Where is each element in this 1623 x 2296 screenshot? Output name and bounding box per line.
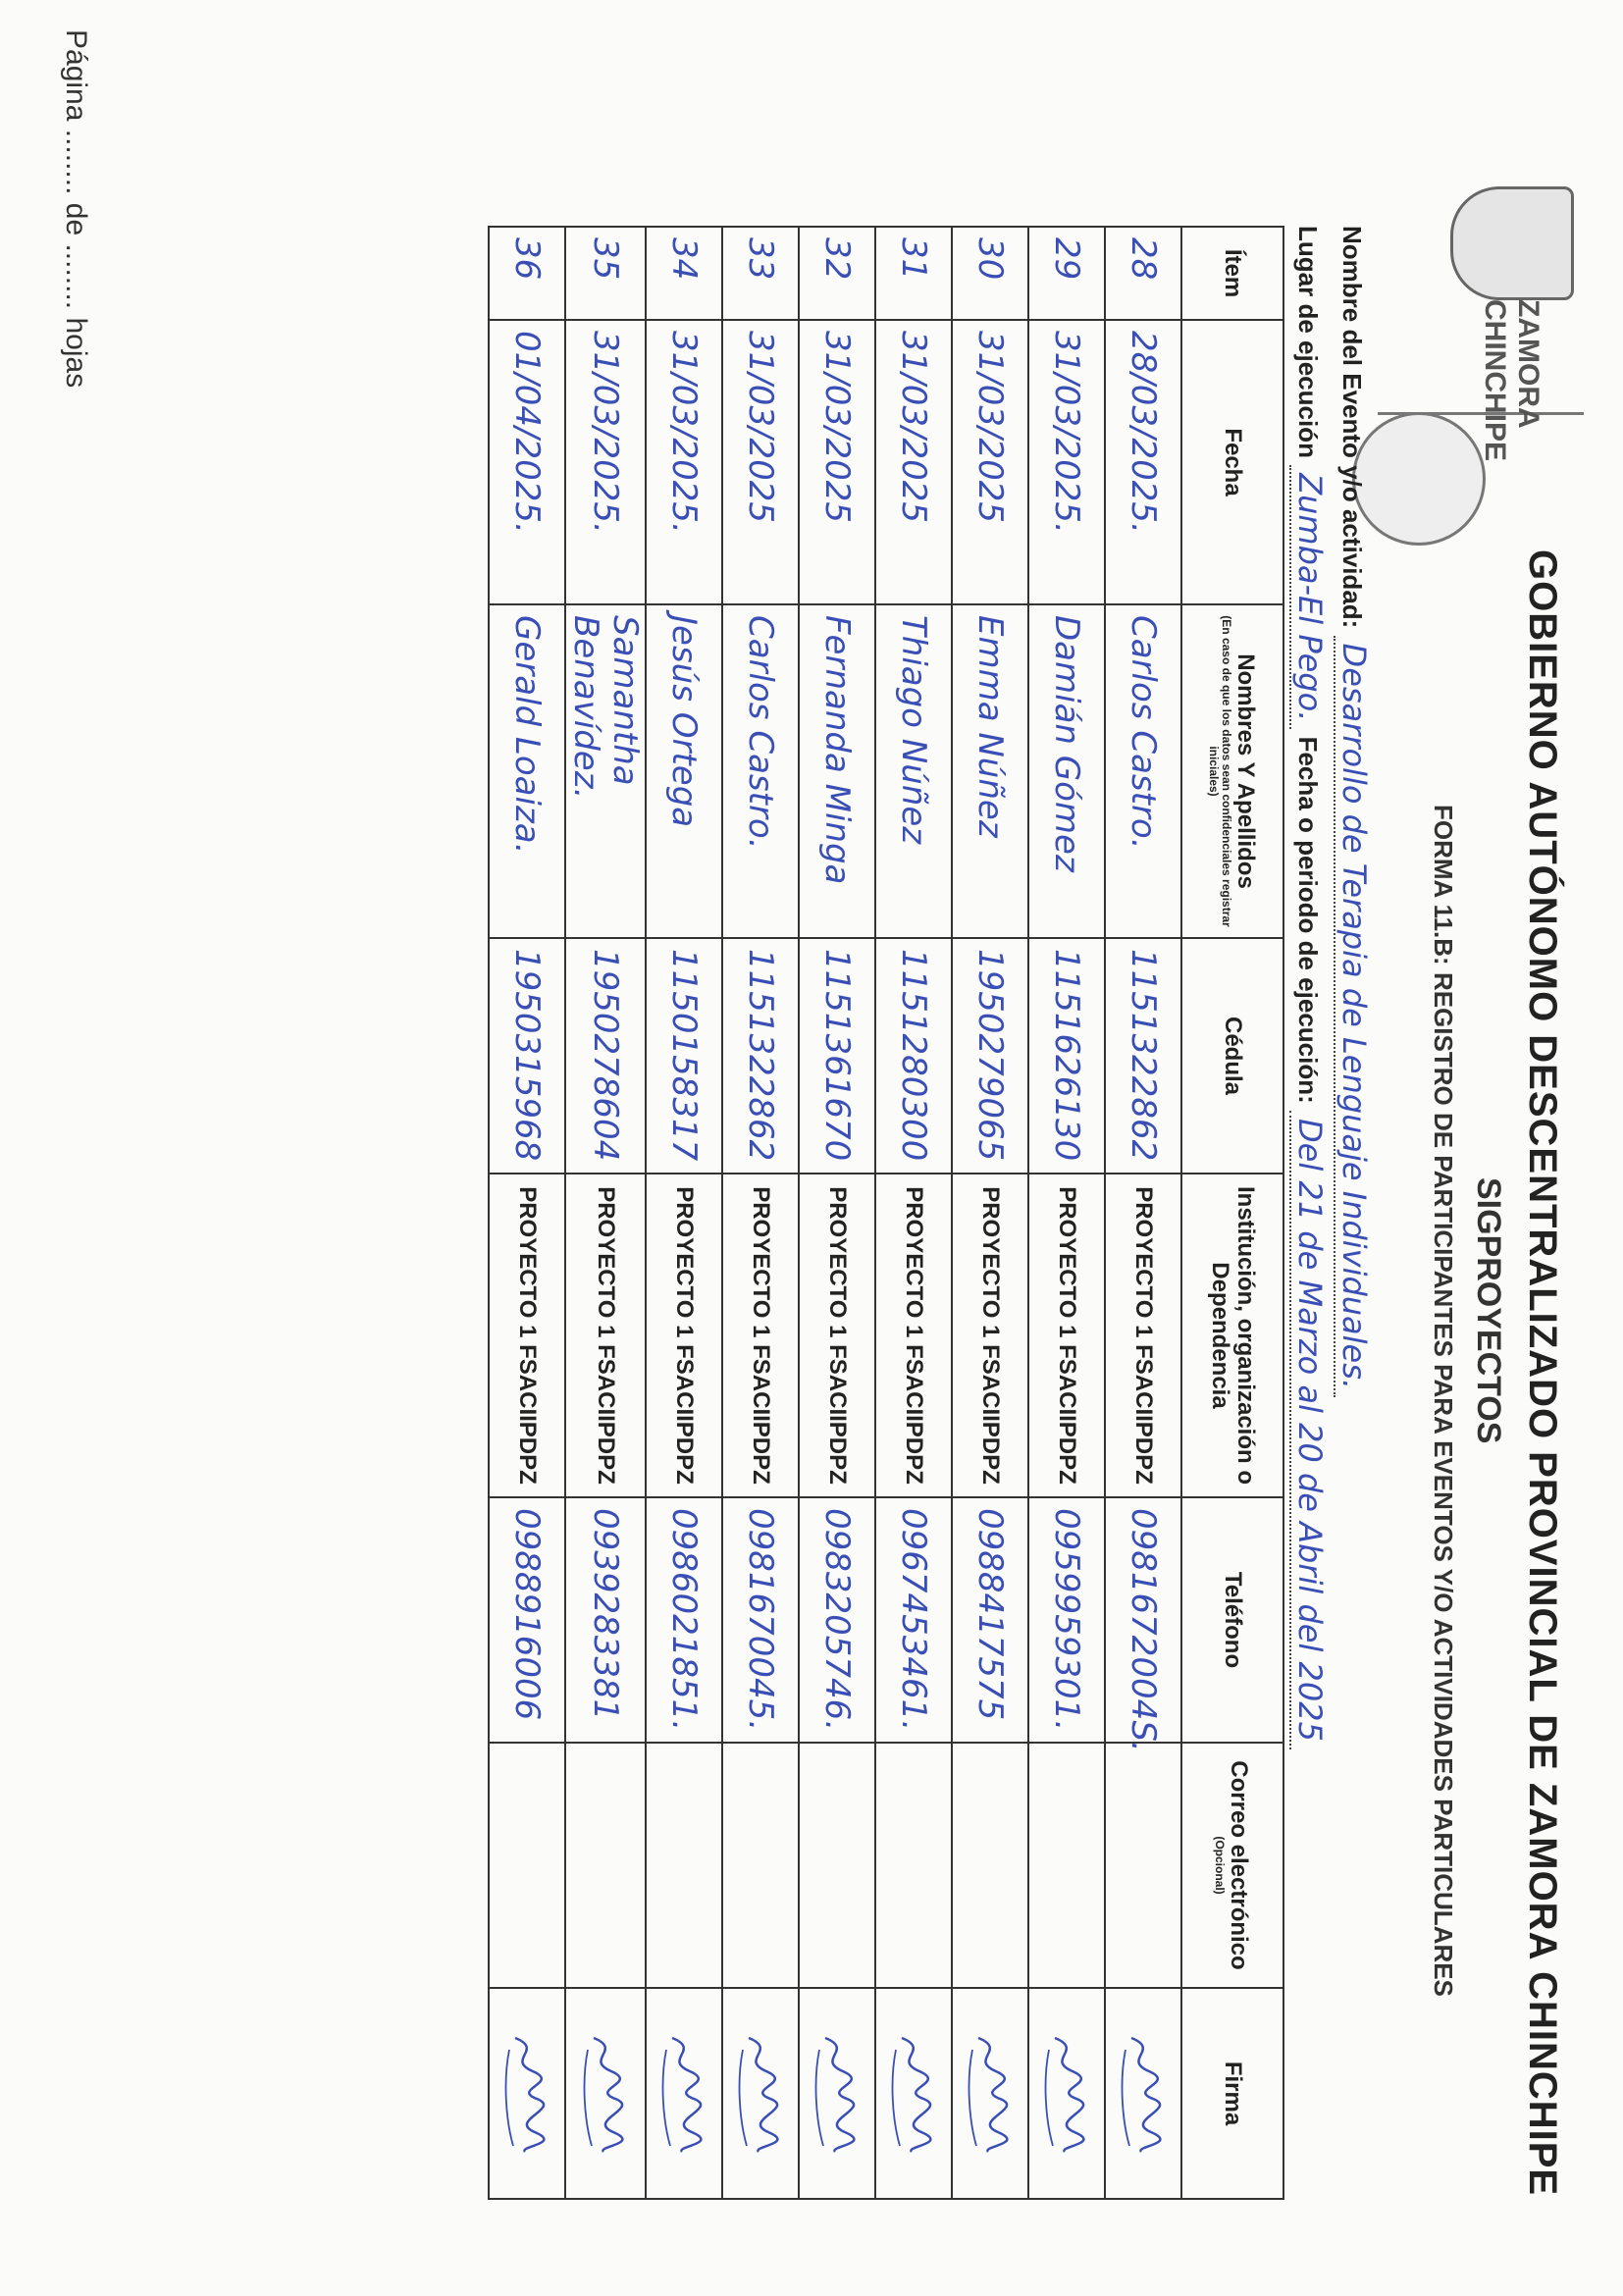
cell-firma[interactable] <box>1028 1988 1105 2199</box>
cell-correo[interactable] <box>875 1743 952 1988</box>
header-institucion: Institución, organización o Dependencia <box>1181 1174 1283 1497</box>
header-cedula: Cédula <box>1181 938 1283 1174</box>
cell-fecha[interactable]: 31/03/2025 <box>722 320 799 604</box>
header-nombre-note: (En caso de que los datos sean confidenciales registrar iniciales) <box>1207 615 1233 927</box>
table-row <box>875 227 952 2199</box>
event-line <box>1335 226 1373 1397</box>
cell-fecha[interactable]: 28/03/2025. <box>1105 320 1181 604</box>
event-label: Nombre del Evento y/o actividad: <box>1337 226 1367 629</box>
cell-item[interactable]: 30 <box>952 227 1028 320</box>
cell-correo[interactable] <box>489 1743 565 1988</box>
cell-telefono[interactable]: 0981672004S. <box>1105 1497 1181 1743</box>
form-subtitle: SIGPROYECTOS <box>1470 1177 1507 1444</box>
cell-item[interactable]: 34 <box>646 227 722 320</box>
header-telefono: Teléfono <box>1181 1497 1283 1743</box>
cell-telefono[interactable]: 0981670045. <box>722 1497 799 1743</box>
cell-nombre[interactable]: Carlos Castro. <box>1105 604 1181 938</box>
cell-telefono[interactable]: 0986021851. <box>646 1497 722 1743</box>
cell-cedula[interactable]: 1950315968 <box>489 938 565 1174</box>
header-correo <box>1181 1743 1283 1988</box>
cell-firma[interactable] <box>952 1988 1028 2199</box>
cell-fecha[interactable]: 31/03/2025. <box>565 320 646 604</box>
cell-telefono[interactable]: 0988417575 <box>952 1497 1028 1743</box>
place-label: Lugar de ejecución <box>1293 226 1323 458</box>
table-row <box>565 227 646 2199</box>
period-value[interactable]: Del 21 de Marzo al 20 de Abril del 2025 <box>1289 1111 1329 1749</box>
cell-cedula[interactable]: 1150158317 <box>646 938 722 1174</box>
cell-item[interactable]: 36 <box>489 227 565 320</box>
header-nombre <box>1181 604 1283 938</box>
cell-institucion: PROYECTO 1 FSACIIPDPZ <box>1028 1174 1105 1497</box>
cell-item[interactable]: 35 <box>565 227 646 320</box>
cell-correo[interactable] <box>722 1743 799 1988</box>
cell-telefono[interactable]: 0983205746. <box>799 1497 875 1743</box>
participants-table <box>488 226 1284 2200</box>
cell-item[interactable]: 33 <box>722 227 799 320</box>
table-row <box>646 227 722 2199</box>
header-nombre-label: Nombres Y Apellidos <box>1232 653 1259 889</box>
cell-cedula[interactable]: 1151322862 <box>722 938 799 1174</box>
cell-firma[interactable] <box>799 1988 875 2199</box>
cell-correo[interactable] <box>952 1743 1028 1988</box>
form-title: GOBIERNO AUTÓNOMO DESCENTRALIZADO PROVINCIAL DE ZAMORA CHINCHIPE <box>1521 549 1564 2197</box>
cell-fecha[interactable]: 31/03/2025. <box>1028 320 1105 604</box>
cell-institucion: PROYECTO 1 FSACIIPDPZ <box>489 1174 565 1497</box>
event-value[interactable]: Desarrollo de Terapia de Lenguaje Individuales. <box>1334 636 1373 1398</box>
period-label: Fecha o periodo de ejecución: <box>1293 736 1323 1104</box>
cell-firma[interactable] <box>1105 1988 1181 2199</box>
signature-icon <box>1116 2030 1171 2158</box>
cell-cedula[interactable]: 1950278604 <box>565 938 646 1174</box>
cell-firma[interactable] <box>646 1988 722 2199</box>
cell-cedula[interactable]: 1950279065 <box>952 938 1028 1174</box>
cell-correo[interactable] <box>565 1743 646 1988</box>
cell-nombre[interactable]: Damián Gómez <box>1028 604 1105 938</box>
signature-icon <box>733 2030 788 2158</box>
cell-fecha[interactable]: 31/03/2025. <box>646 320 722 604</box>
cell-telefono[interactable]: 0967453461. <box>875 1497 952 1743</box>
cell-institucion: PROYECTO 1 FSACIIPDPZ <box>565 1174 646 1497</box>
cell-nombre[interactable]: Samantha Benavídez. <box>565 604 646 938</box>
cell-correo[interactable] <box>799 1743 875 1988</box>
header-item: Ítem <box>1181 227 1283 320</box>
cell-institucion: PROYECTO 1 FSACIIPDPZ <box>646 1174 722 1497</box>
table-row <box>799 227 875 2199</box>
header-correo-note: (Opcional) <box>1213 1836 1228 1895</box>
signature-icon <box>656 2030 711 2158</box>
form-name: FORMA 11.B: REGISTRO DE PARTICIPANTES PARA EVENTOS Y/O ACTIVIDADES PARTICULARES <box>1429 805 1458 1997</box>
cell-cedula[interactable]: 1151626130 <box>1028 938 1105 1174</box>
cell-item[interactable]: 28 <box>1105 227 1181 320</box>
cell-nombre[interactable]: Thiago Núñez <box>875 604 952 938</box>
logo-text: ZAMORA CHINCHIPE <box>1479 299 1544 462</box>
prefecture-logo <box>1378 177 1584 462</box>
cell-institucion: PROYECTO 1 FSACIIPDPZ <box>1105 1174 1181 1497</box>
table-row <box>489 227 565 2199</box>
cell-firma[interactable] <box>875 1988 952 2199</box>
table-row <box>722 227 799 2199</box>
place-value[interactable]: Zumba-El Pego. <box>1289 465 1329 729</box>
cell-fecha[interactable]: 31/03/2025 <box>875 320 952 604</box>
signature-icon <box>886 2030 941 2158</box>
table-row <box>1105 227 1181 2199</box>
cell-telefono[interactable]: 0959959301. <box>1028 1497 1105 1743</box>
cell-cedula[interactable]: 1151280300 <box>875 938 952 1174</box>
place-line <box>1291 226 1329 1749</box>
signature-icon <box>963 2030 1018 2158</box>
cell-nombre[interactable]: Emma Núñez <box>952 604 1028 938</box>
cell-cedula[interactable]: 1151322862 <box>1105 938 1181 1174</box>
cell-institucion: PROYECTO 1 FSACIIPDPZ <box>875 1174 952 1497</box>
cell-firma[interactable] <box>565 1988 646 2199</box>
cell-institucion: PROYECTO 1 FSACIIPDPZ <box>799 1174 875 1497</box>
table-row <box>1028 227 1105 2199</box>
cell-nombre[interactable]: Jesús Ortega <box>646 604 722 938</box>
page-counter: Página ........ de ........ hojas <box>60 29 92 389</box>
cell-fecha[interactable]: 31/03/2025 <box>799 320 875 604</box>
cell-correo[interactable] <box>1105 1743 1181 1988</box>
cell-nombre[interactable]: Carlos Castro. <box>722 604 799 938</box>
cell-institucion: PROYECTO 1 FSACIIPDPZ <box>722 1174 799 1497</box>
header-firma: Firma <box>1181 1988 1283 2199</box>
cell-item[interactable]: 29 <box>1028 227 1105 320</box>
cell-correo[interactable] <box>1028 1743 1105 1988</box>
cell-item[interactable]: 31 <box>875 227 952 320</box>
cell-telefono[interactable]: 0939283381 <box>565 1497 646 1743</box>
signature-icon <box>499 2030 554 2158</box>
signature-icon <box>1039 2030 1094 2158</box>
table-header-row <box>1181 227 1283 2199</box>
coat-of-arms-icon <box>1450 186 1574 300</box>
cell-item[interactable]: 32 <box>799 227 875 320</box>
cell-fecha[interactable]: 31/03/2025 <box>952 320 1028 604</box>
signature-icon <box>578 2030 633 2158</box>
table-row <box>952 227 1028 2199</box>
header-correo-label: Correo electrónico <box>1226 1760 1253 1970</box>
signature-icon <box>810 2030 864 2158</box>
cell-nombre[interactable]: Fernanda Minga <box>799 604 875 938</box>
cell-telefono[interactable]: 0988916006 <box>489 1497 565 1743</box>
cell-nombre[interactable]: Gerald Loaiza. <box>489 604 565 938</box>
cell-institucion: PROYECTO 1 FSACIIPDPZ <box>952 1174 1028 1497</box>
cell-firma[interactable] <box>489 1988 565 2199</box>
cell-fecha[interactable]: 01/04/2025. <box>489 320 565 604</box>
cell-cedula[interactable]: 1151361670 <box>799 938 875 1174</box>
header-fecha: Fecha <box>1181 320 1283 604</box>
cell-correo[interactable] <box>646 1743 722 1988</box>
cell-firma[interactable] <box>722 1988 799 2199</box>
